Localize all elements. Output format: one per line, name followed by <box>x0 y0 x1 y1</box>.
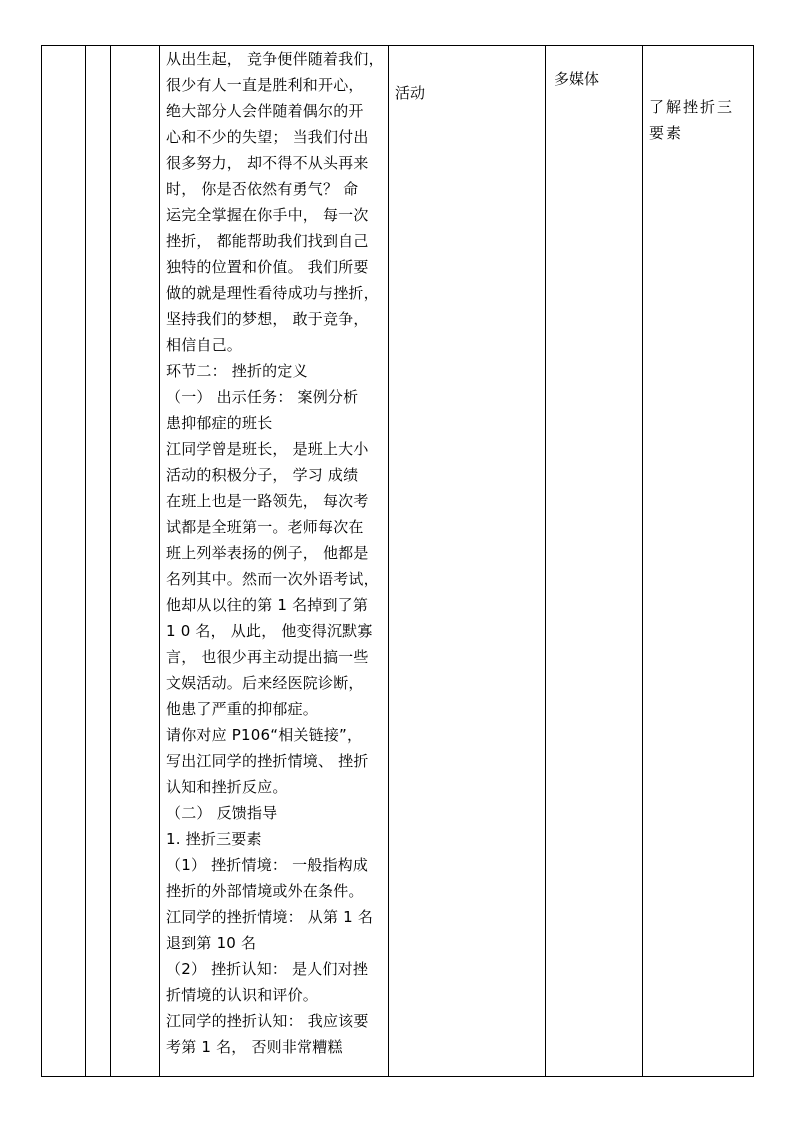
content-line: 考第 1 名， 否则非常糟糕 <box>166 1038 343 1056</box>
content-line: 折情境的认识和评价。 <box>166 986 319 1004</box>
content-line: 挫折的外部情境或外在条件。 <box>166 882 364 900</box>
content-line: 绝大部分人会伴随着偶尔的开 <box>166 102 364 120</box>
lesson-plan-table <box>41 45 754 1077</box>
blank-cell-2 <box>86 46 111 1077</box>
content-line: 很少有人一直是胜利和开心， <box>166 76 364 94</box>
content-line: 班上列举表扬的例子， 他都是 <box>166 544 369 562</box>
content-line: 运完全掌握在你手中， 每一次 <box>166 206 369 224</box>
blank-cell-1 <box>42 46 86 1077</box>
content-line: 挫折， 都能帮助我们找到自己 <box>166 232 369 250</box>
table-row <box>42 46 754 1077</box>
content-line: 患抑郁症的班长 <box>166 414 273 432</box>
content-line: 心和不少的失望； 当我们付出 <box>166 128 369 146</box>
content-line: 认知和挫折反应。 <box>166 778 288 796</box>
content-line: 文娱活动。后来经医院诊断， <box>166 674 364 692</box>
media-cell <box>546 46 643 1077</box>
content-line: 请你对应 P106“相关链接”， <box>166 726 363 744</box>
content-line: 环节二： 挫折的定义 <box>166 362 308 380</box>
content-line: 写出江同学的挫折情境、 挫折 <box>166 752 369 770</box>
content-line: 试都是全班第一。老师每次在 <box>166 518 364 536</box>
content-line: （一） 出示任务： 案例分析 <box>166 388 359 406</box>
teaching-content-lines <box>160 46 388 1060</box>
content-line: 独特的位置和价值。 我们所要 <box>166 258 369 276</box>
content-line: 从出生起， 竞争便伴随着我们， <box>166 50 384 68</box>
media-text: 多媒体 <box>554 70 600 88</box>
content-line: 他患了严重的抑郁症。 <box>166 700 319 718</box>
content-line: 在班上也是一路领先， 每次考 <box>166 492 369 510</box>
content-line: 坚持我们的梦想， 敢于竞争， <box>166 310 369 328</box>
content-line: 江同学的挫折情境： 从第 1 名 <box>166 908 374 926</box>
content-line: 1 0 名， 从此， 他变得沉默寡 <box>166 622 373 640</box>
content-line: 退到第 10 名 <box>166 934 257 952</box>
content-line: （1） 挫折情境： 一般指构成 <box>166 856 369 874</box>
content-line: 言， 也很少再主动提出搞一些 <box>166 648 369 666</box>
student-activity-cell <box>389 46 546 1077</box>
goal-text: 了解挫折三要素 <box>649 98 735 142</box>
blank-cell-3 <box>111 46 160 1077</box>
content-line: 1. 挫折三要素 <box>166 830 262 848</box>
content-line: 时， 你是否依然有勇气？ 命 <box>166 180 359 198</box>
content-line: 名列其中。然而一次外语考试， <box>166 570 379 588</box>
content-line: 做的就是理性看待成功与挫折， <box>166 284 379 302</box>
content-line: （2） 挫折认知： 是人们对挫 <box>166 960 369 978</box>
teaching-content-cell <box>160 46 389 1077</box>
content-line: 江同学的挫折认知： 我应该要 <box>166 1012 369 1030</box>
content-line: 活动的积极分子， 学习 成绩 <box>166 466 359 484</box>
content-line: （二） 反馈指导 <box>166 804 278 822</box>
goal-cell <box>643 46 754 1077</box>
content-line: 很多努力， 却不得不从头再来 <box>166 154 369 172</box>
content-line: 他却从以往的第 1 名掉到了第 <box>166 596 369 614</box>
content-line: 相信自己。 <box>166 336 243 354</box>
student-activity-text: 活动 <box>395 84 426 102</box>
content-line: 江同学曾是班长， 是班上大小 <box>166 440 369 458</box>
